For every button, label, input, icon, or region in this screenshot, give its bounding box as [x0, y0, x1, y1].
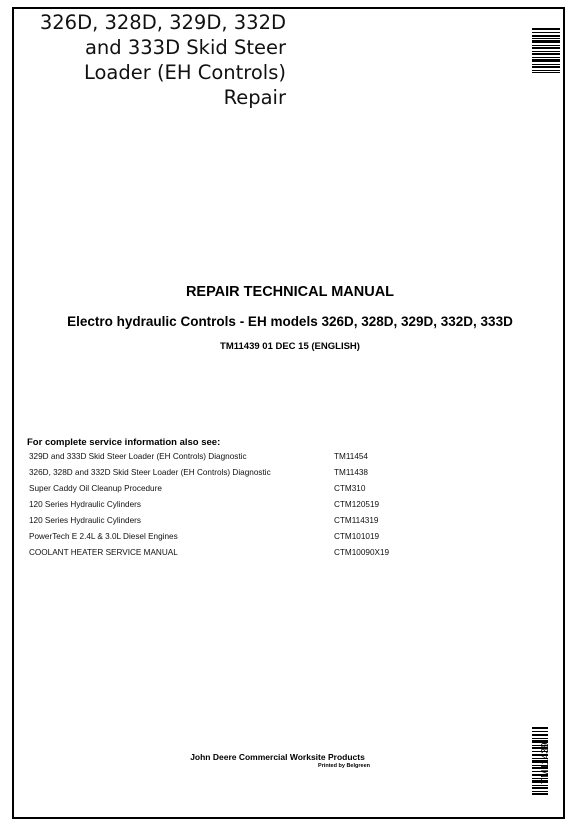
title-line: and 333D Skid Steer — [84, 36, 286, 59]
manual-type: REPAIR TECHNICAL MANUAL — [185, 284, 395, 300]
reference-code: TM11454 — [334, 452, 368, 461]
see-also-header: For complete service information also see: — [27, 437, 221, 448]
reference-row — [29, 499, 429, 515]
tm-number: TM11439 01 DEC 15 (ENGLISH) — [220, 341, 360, 352]
page-border — [12, 7, 565, 819]
reference-title: Super Caddy Oil Cleanup Procedure — [29, 484, 162, 493]
reference-code: CTM101019 — [334, 532, 380, 541]
reference-title: 120 Series Hydraulic Cylinders — [29, 500, 141, 509]
reference-title: 326D, 328D and 332D Skid Steer Loader (EH Controls) Diagnostic — [29, 468, 271, 477]
reference-row — [29, 531, 429, 547]
reference-list — [29, 451, 429, 563]
publisher: John Deere Commercial Worksite Products — [190, 752, 365, 762]
reference-code: CTM120519 — [334, 500, 380, 509]
reference-title: 329D and 333D Skid Steer Loader (EH Controls) Diagnostic — [29, 452, 247, 461]
reference-row — [29, 547, 429, 563]
title-line: 326D, 328D, 329D, 332D — [39, 11, 286, 34]
reference-code: CTM310 — [334, 484, 366, 493]
reference-row — [29, 483, 429, 499]
reference-code: CTM114319 — [334, 516, 379, 525]
manual-title — [16, 10, 286, 110]
reference-row — [29, 467, 429, 483]
reference-code: TM11438 — [334, 468, 368, 477]
title-line: Repair — [223, 86, 286, 109]
reference-row — [29, 451, 429, 467]
title-line: Loader (EH Controls) — [83, 61, 286, 84]
printer-credit: Printed by Belgreen — [318, 763, 370, 769]
barcode-icon — [532, 28, 560, 73]
reference-row — [29, 515, 429, 531]
manual-subtitle: Electro hydraulic Controls - EH models 326D, 328D, 329D, 332D, 333D — [67, 314, 513, 329]
reference-title: PowerTech E 2.4L & 3.0L Diesel Engines — [29, 532, 178, 541]
reference-title: 120 Series Hydraulic Cylinders — [29, 516, 141, 525]
side-tm-code: TM11439 — [540, 742, 551, 784]
reference-code: CTM10090X19 — [334, 548, 390, 557]
reference-title: COOLANT HEATER SERVICE MANUAL — [29, 548, 178, 557]
